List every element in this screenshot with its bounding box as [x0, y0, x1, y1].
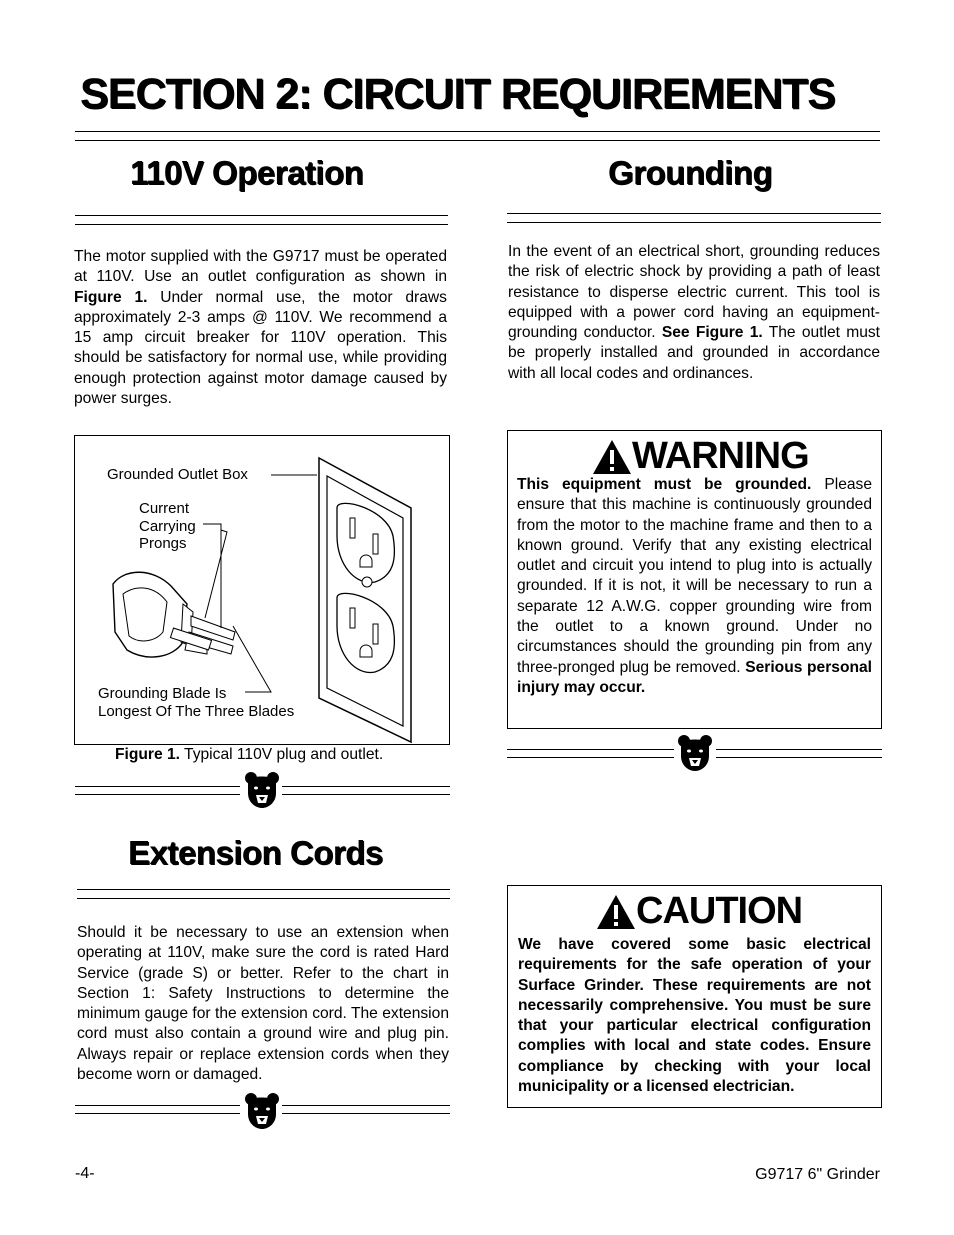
separator-line [75, 794, 240, 795]
heading-extension-cords: Extension Cords [128, 834, 383, 871]
separator-line [716, 757, 882, 758]
caution-text: We have covered some basic electrical requirements for the safe operation of your Surface Grinder. These requirements are not necessarily comprehensive. You must be sure that your particular electrical configuration complies with local and state codes. Ensure compliance by checking with your local municipality or a licensed electrician. [518, 936, 871, 1096]
bear-logo-icon [677, 734, 713, 772]
warning-triangle-icon [592, 439, 632, 475]
warning-header [592, 435, 809, 478]
label-grounding-blade: Grounding Blade Is [98, 685, 227, 702]
warning-box [507, 430, 882, 729]
title-rule-top [75, 131, 880, 132]
label-longest-blade: Longest Of The Three Blades [98, 703, 295, 720]
warning-text: This equipment must be grounded. Please ensure that this machine is continuously grounded from the motor to the machine frame and then to a known ground. Verify that any existing electrical outlet and circuit you intend to plug into is actually grounded. If it is not, it will be necessary to run a separate 12 A.W.G. copper grounding wire from the outlet to a known ground. Under no circumstances should the grounding pin from any three-pronged plug be removed. Serious personal injury may occur. [517, 476, 873, 696]
heading-rule [77, 898, 450, 899]
separator-line [282, 794, 450, 795]
extension-paragraph: Should it be necessary to use an extension when operating at 110V, make sure the cord is rated Hard Service (grade S) or better. Refer to the chart in Section 1: Safety Instructions to determine the minimum gauge for the extension cord. The extension cord must also contain a ground wire and plug pin. Always repair or replace extension cords when they become worn or damaged. [77, 924, 449, 1084]
separator-line [75, 1113, 240, 1114]
separator-line [507, 757, 674, 758]
heading-rule [75, 215, 448, 216]
figure-1-frame [74, 435, 450, 745]
label-outlet-box: Grounded Outlet Box [107, 466, 248, 483]
operation-paragraph: The motor supplied with the G9717 must be operated at 110V. Use an outlet configuration as shown in Figure 1. Under normal use, the motor draws approximately 2-3 amps @ 110V. We recommend a 15 amp circuit breaker for 110V operation. This should be satisfactory for normal use, while providing enough protection against motor damage caused by power surges. [74, 248, 447, 408]
separator-line [716, 749, 882, 750]
heading-rule [77, 889, 450, 890]
bear-logo-icon [244, 1092, 280, 1130]
separator-line [507, 749, 674, 750]
label-current: Current [139, 500, 190, 517]
figure-caption: Figure 1. Typical 110V plug and outlet. [115, 746, 384, 763]
model-name: G9717 6" Grinder [755, 1166, 880, 1183]
separator-line [75, 786, 240, 787]
separator-line [282, 786, 450, 787]
heading-rule [75, 224, 448, 225]
figure-reference: Figure 1. [74, 288, 148, 306]
caution-word: CAUTION [636, 890, 803, 932]
bear-logo-icon [244, 771, 280, 809]
title-rule-bottom [75, 140, 880, 141]
heading-rule [507, 222, 881, 223]
separator-line [282, 1105, 450, 1106]
heading-110v-operation: 110V Operation [130, 154, 364, 191]
grounding-paragraph: In the event of an electrical short, grounding reduces the risk of electric shock by providing a path of least resistance to disperse electric current. This tool is equipped with a power cord having an equipment-grounding conductor. See Figure 1. The outlet must be properly installed and grounded in accordance with all local codes and ordinances. [508, 243, 881, 382]
label-prongs: Prongs [139, 535, 187, 552]
separator-line [282, 1113, 450, 1114]
caution-header [596, 890, 802, 933]
page-number: -4- [75, 1165, 95, 1182]
heading-grounding: Grounding [608, 154, 773, 191]
see-figure-reference: See Figure 1. [661, 324, 763, 342]
separator-line [75, 1105, 240, 1106]
caution-box [507, 885, 882, 1108]
section-title: SECTION 2: CIRCUIT REQUIREMENTS [80, 70, 835, 118]
warning-word: WARNING [632, 435, 809, 477]
label-carrying: Carrying [139, 518, 196, 535]
warning-triangle-icon [596, 894, 636, 930]
heading-rule [507, 213, 881, 214]
